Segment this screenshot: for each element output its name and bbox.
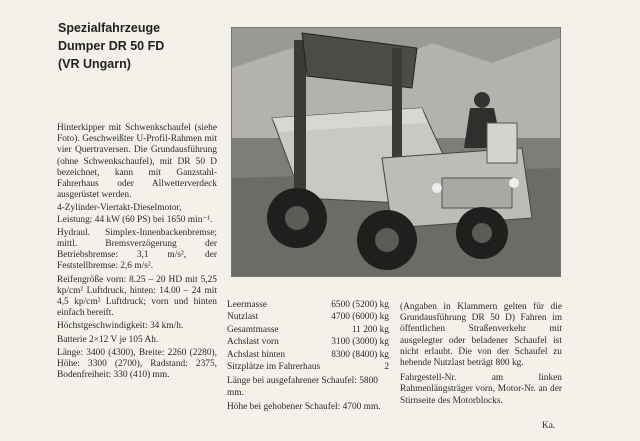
spec-label: Leermasse [227, 300, 268, 310]
description-paragraph: Batterie 2×12 V je 105 Ah. [57, 334, 159, 345]
spec-value: 6500 (5200) kg [331, 300, 389, 310]
spec-label: Sitzplätze im Fahrerhaus [227, 362, 321, 373]
spec-row [227, 349, 389, 361]
spec-label: Gesamtmasse [227, 324, 279, 335]
spec-note: Höhe bei gehobener Schaufel: 4700 mm. [227, 402, 381, 413]
spec-value: 4700 (6000) kg [331, 312, 389, 323]
description-paragraph: Hinterkipper mit Schwenkschaufel (siehe Foto). Geschweißter U-Profil-Rahmen mit vier Quertraversen. Die Grundausführung (ohne Schwenkschaufel), mit DR 50 D bezeichnet, kann mit Ganzstahl-Fahrerhaus oder Allwetterverdeck ausgerüstet werden. [57, 123, 217, 201]
title-line-category: Spezialfahrzeuge [58, 21, 161, 35]
spec-notes [227, 376, 389, 413]
spec-label: Achslast vorn [227, 337, 279, 348]
description-paragraph: Höchstgeschwindigkeit: 34 km/h. [57, 321, 184, 332]
spec-value: 2 [384, 362, 389, 373]
spec-row [227, 299, 389, 311]
note-paragraph: Fahrgestell-Nr. am linken Rahmenlängsträger vorn, Motor-Nr. an der Stirnseite des Motorblocks. [400, 373, 562, 406]
title-line-model: Dumper DR 50 FD [58, 39, 165, 53]
description-paragraph: Hydraul. Simplex-Innenbackenbremse; mittl. Bremsverzögerung der Betriebsbremse: 3,1 m/s², der Feststellbremse: 2,6 m/s². [57, 227, 217, 272]
note-paragraph: (Angaben in Klammern gelten für die Grundausführung DR 50 D) Fahren im öffentlichen Straßenverkehr mit ausgelegter oder beladener Schaufel ist nicht erlaubt. Die von der Schaufel zu hebende Nutzlast beträgt 800 kg. [400, 302, 562, 369]
dumper-photo-icon [232, 28, 560, 276]
article-title [58, 19, 164, 73]
spec-value: 11 200 kg [351, 324, 389, 335]
spec-value: 3100 (3000) kg [331, 337, 389, 348]
dumper-photo [231, 27, 561, 277]
description-paragraph: 4-Zylinder-Viertakt-Dieselmotor, Leistung: 44 kW (60 PS) bei 1650 min⁻¹. [57, 203, 213, 225]
description-paragraph: Länge: 3400 (4300), Breite: 2260 (2280), Höhe: 3300 (2700), Radstand: 2375, Bodenfreiheit: 330 (410) mm. [57, 347, 217, 381]
description-column [57, 123, 217, 383]
spec-table [227, 299, 389, 417]
spec-value: 8300 (8400) kg [331, 349, 389, 360]
spec-label: Nutzlast [227, 312, 259, 323]
spec-row [227, 361, 389, 373]
description-paragraph: Reifengröße vorn: 8.25 – 20 HD mit 5,25 kp/cm² Luftdruck, hinten: 14.00 – 24 mit 4,5 kp/cm² Luftdruck; vorn und hinten einfach bereift. [57, 274, 217, 319]
title-line-origin: (VR Ungarn) [58, 57, 131, 71]
spec-note: Länge bei ausgefahrener Schaufel: 5800 mm. [227, 376, 378, 398]
spec-row [227, 311, 389, 323]
notes-column [400, 302, 562, 411]
author-signature: Ka. [542, 421, 556, 431]
spec-row [227, 336, 389, 348]
spec-label: Achslast hinten [227, 349, 286, 360]
spec-row [227, 324, 389, 336]
